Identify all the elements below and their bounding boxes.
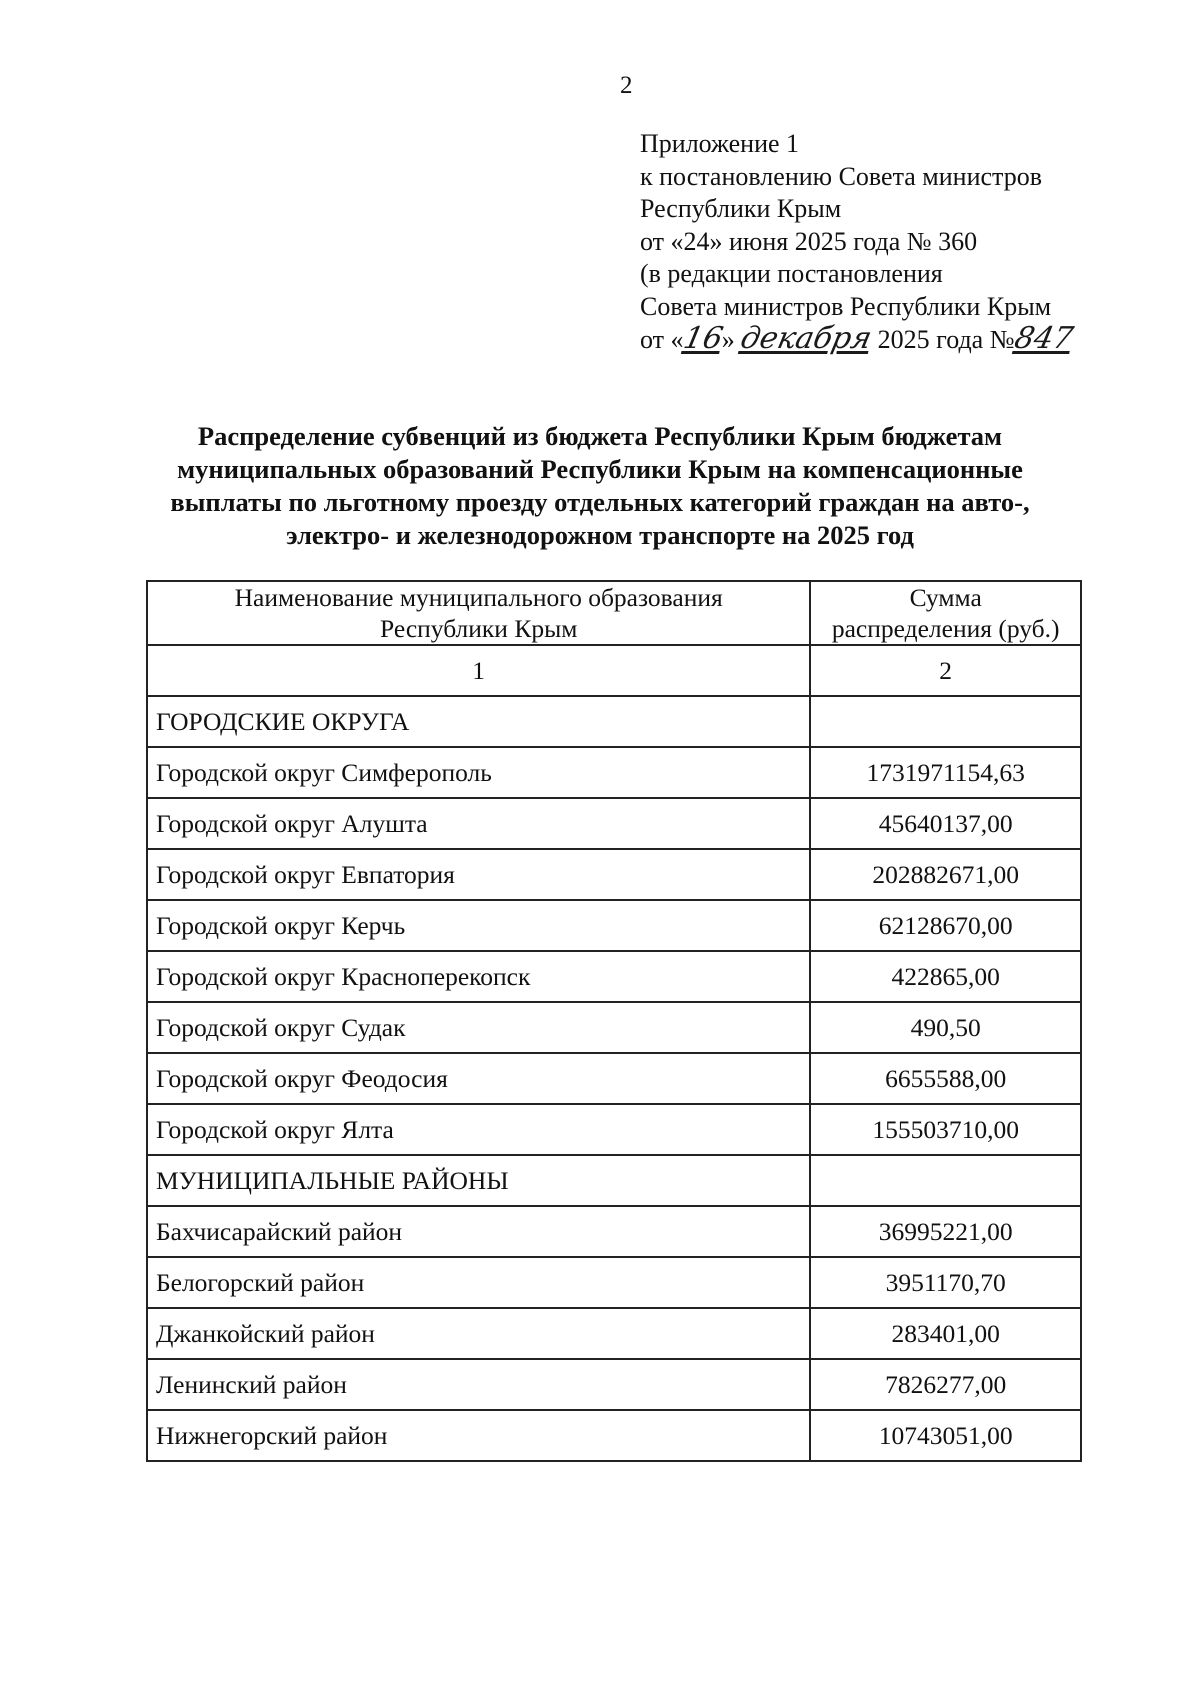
table-row	[147, 1359, 1081, 1410]
amount: 202882671,00	[810, 849, 1081, 900]
table-row	[147, 1257, 1081, 1308]
date-close-quote: »	[721, 325, 735, 354]
municipality-name: ГОРОДСКИЕ ОКРУГА	[147, 696, 810, 747]
amount: 62128670,00	[810, 900, 1081, 951]
municipality-name: Городской округ Евпатория	[147, 849, 810, 900]
municipality-name: Нижнегорский район	[147, 1410, 810, 1461]
document-title: Распределение субвенций из бюджета Республики Крым бюджетам муниципальных образований Республики Крым на компенсационные выплаты по льготному проезду отдельных категорий граждан на авто-, электро- и железнодорожном транспорте на 2025 год	[170, 421, 1030, 550]
appendix-line: к постановлению Совета министров	[640, 161, 1042, 191]
municipality-name: Бахчисарайский район	[147, 1206, 810, 1257]
amount: 155503710,00	[810, 1104, 1081, 1155]
municipality-name: Ленинский район	[147, 1359, 810, 1410]
table-row	[147, 696, 1081, 747]
header-name-line: Наименование муниципального образования	[234, 583, 723, 612]
municipality-name: Городской округ Судак	[147, 1002, 810, 1053]
municipality-name: Городской округ Алушта	[147, 798, 810, 849]
column-number: 2	[810, 645, 1081, 696]
municipality-name: Городской округ Красноперекопск	[147, 951, 810, 1002]
table-row	[147, 798, 1081, 849]
amount: 283401,00	[810, 1308, 1081, 1359]
appendix-line: Совета министров Республики Крым	[640, 291, 1052, 321]
amount	[810, 696, 1081, 747]
municipality-name: Городской округ Керчь	[147, 900, 810, 951]
distribution-table	[146, 580, 1082, 1462]
handwritten-number: 847	[1010, 321, 1076, 356]
header-sum-line: Сумма	[909, 583, 982, 612]
header-name-cell	[147, 581, 810, 645]
amount: 6655588,00	[810, 1053, 1081, 1104]
appendix-line: Республики Крым	[640, 194, 842, 223]
column-number: 1	[147, 645, 810, 696]
column-number-row	[147, 645, 1081, 696]
amount: 490,50	[810, 1002, 1081, 1053]
table-row	[147, 1155, 1081, 1206]
amount: 1731971154,63	[810, 747, 1081, 798]
amount: 10743051,00	[810, 1410, 1081, 1461]
municipality-name: Городской округ Ялта	[147, 1104, 810, 1155]
handwritten-day: 16	[679, 321, 726, 356]
handwritten-month: декабря	[737, 321, 876, 356]
header-name-line: Республики Крым	[380, 614, 578, 643]
appendix-line: Приложение 1	[640, 129, 800, 158]
header-sum-line: распределения (руб.)	[831, 614, 1060, 643]
appendix-block	[640, 128, 1076, 357]
table-row	[147, 1104, 1081, 1155]
table-row	[147, 747, 1081, 798]
appendix-date-line	[640, 321, 1076, 357]
municipality-name: МУНИЦИПАЛЬНЫЕ РАЙОНЫ	[147, 1155, 810, 1206]
table-row	[147, 849, 1081, 900]
municipality-name: Джанкойский район	[147, 1308, 810, 1359]
amount: 422865,00	[810, 951, 1081, 1002]
amount	[810, 1155, 1081, 1206]
table-header-row	[147, 581, 1081, 645]
header-sum-cell	[810, 581, 1081, 645]
table-row	[147, 1206, 1081, 1257]
amount: 36995221,00	[810, 1206, 1081, 1257]
amount: 45640137,00	[810, 798, 1081, 849]
municipality-name: Городской округ Симферополь	[147, 747, 810, 798]
table-row	[147, 951, 1081, 1002]
table-row	[147, 900, 1081, 951]
amount: 3951170,70	[810, 1257, 1081, 1308]
page-number: 2	[620, 72, 633, 99]
appendix-line: (в редакции постановления	[640, 259, 943, 288]
municipality-name: Городской округ Феодосия	[147, 1053, 810, 1104]
table-row	[147, 1053, 1081, 1104]
table-row	[147, 1410, 1081, 1461]
appendix-line: от «24» июня 2025 года № 360	[640, 226, 978, 256]
table-row	[147, 1002, 1081, 1053]
amount: 7826277,00	[810, 1359, 1081, 1410]
municipality-name: Белогорский район	[147, 1257, 810, 1308]
date-year: 2025 года №	[871, 325, 1015, 354]
table-row	[147, 1308, 1081, 1359]
date-prefix: от «	[640, 325, 684, 354]
